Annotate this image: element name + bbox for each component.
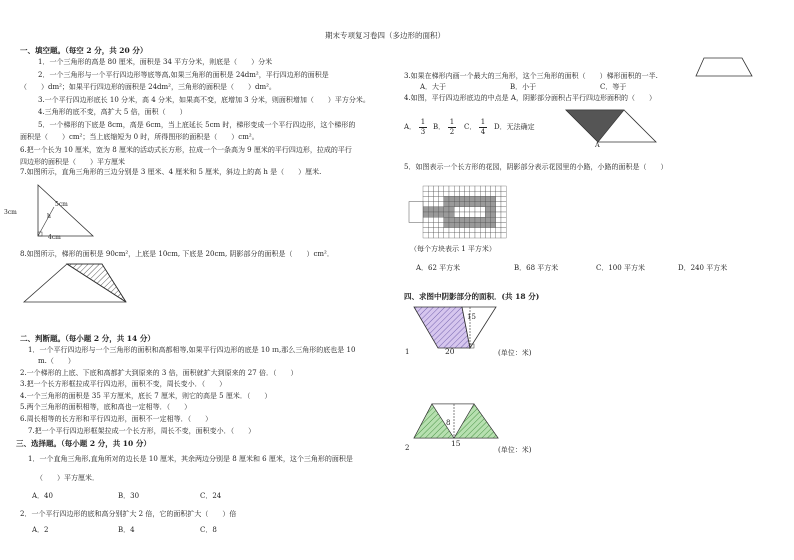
path-cell: [433, 207, 438, 212]
fraction-denominator: 4: [480, 128, 486, 136]
garden-cell: [433, 186, 438, 191]
garden-cell: [454, 228, 459, 233]
garden-cell: [449, 228, 454, 233]
garden-cell: [454, 207, 459, 212]
option-b: B．小于: [510, 83, 537, 91]
option-d: D．240 平方米: [678, 264, 728, 272]
garden-cell: [465, 186, 470, 191]
question-text: 6.把一个长为 10 厘米，宽为 8 厘米的活动式长方形，拉成一个一条高为 9 厘米的平行四边形，拉成的平行: [20, 146, 352, 154]
garden-cell: [459, 233, 464, 238]
garden-cell: [459, 228, 464, 233]
garden-cell: [496, 202, 501, 207]
garden-cell: [465, 233, 470, 238]
garden-cell: [501, 186, 506, 191]
question-text: 8.如图所示，梯形的面积是 90cm²，上底是 10cm, 下底是 20cm, 阴影部分的面积是（ ）cm²．: [20, 250, 334, 258]
option-b: B．68 平方米: [514, 264, 559, 272]
path-cell: [449, 202, 454, 207]
question-text: 7.把一个平行四边形框架拉成一个长方形，周长不变，面积变小．（ ）: [28, 427, 256, 435]
question-text: 2．一个三角形与一个平行四边形等底等高,如果三角形的面积是 24dm²，平行四边形的面积是: [38, 71, 329, 79]
garden-cell: [433, 202, 438, 207]
path-cell: [485, 212, 490, 217]
garden-cell: [485, 233, 490, 238]
garden-cell: [433, 222, 438, 227]
option-b: B．4: [118, 526, 135, 534]
entrance-tab: [409, 202, 423, 223]
garden-cell: [491, 191, 496, 196]
garden-cell: [444, 228, 449, 233]
garden-cell: [428, 191, 433, 196]
garden-cell: [423, 186, 428, 191]
figure-number: 2: [405, 444, 410, 452]
question-text: （ ）平方厘米．: [36, 474, 99, 482]
garden-cell: [491, 186, 496, 191]
base-label: 15: [451, 439, 461, 448]
path-cell: [449, 222, 454, 227]
path-cell: [444, 207, 449, 212]
garden-cell: [459, 207, 464, 212]
garden-cell: [496, 217, 501, 222]
path-cell: [428, 212, 433, 217]
path-cell: [423, 207, 428, 212]
path-cell: [480, 196, 485, 201]
garden-cell: [501, 222, 506, 227]
garden-cell: [496, 196, 501, 201]
garden-cell: [423, 222, 428, 227]
garden-cell: [423, 217, 428, 222]
option-c: C．: [464, 123, 477, 131]
path-cell: [454, 202, 459, 207]
path-cell: [485, 207, 490, 212]
garden-cell: [439, 217, 444, 222]
garden-grid-figure: [409, 184, 509, 244]
figure-number: 1: [405, 348, 410, 356]
path-cell: [491, 196, 496, 201]
garden-cell: [428, 186, 433, 191]
unit-label: (单位：米): [498, 349, 532, 357]
path-cell: [449, 212, 454, 217]
section-judge-heading: 二、判断题。（每小题 2 分，共 14 分）: [20, 334, 155, 343]
path-cell: [449, 207, 454, 212]
garden-cell: [465, 191, 470, 196]
garden-cell: [433, 233, 438, 238]
path-cell: [470, 222, 475, 227]
garden-cell: [501, 207, 506, 212]
garden-cell: [475, 186, 480, 191]
path-cell: [459, 222, 464, 227]
question-text: 3.把一个长方形框拉成平行四边形，面积不变，周长变小．（ ）: [20, 380, 227, 388]
path-cell: [465, 196, 470, 201]
garden-cell: [465, 207, 470, 212]
question-text: 6.周长相等的长方形和平行四边形，面积不一定相等．（ ）: [20, 415, 213, 423]
garden-cell: [433, 228, 438, 233]
garden-cell: [496, 233, 501, 238]
question-text: 4.一个三角形的面积是 35 平方厘米，底长 7 厘米，则它的高是 5 厘米．（ ）: [20, 392, 272, 400]
garden-cell: [423, 196, 428, 201]
path-cell: [470, 217, 475, 222]
fraction-numerator: 1: [480, 118, 486, 126]
path-cell: [475, 202, 480, 207]
garden-cell: [459, 186, 464, 191]
section-shaded-heading: 四、求图中阴影部分的面积．(共 18 分): [404, 292, 540, 301]
garden-cell: [454, 191, 459, 196]
midpoint-label: A: [595, 141, 600, 149]
garden-cell: [470, 207, 475, 212]
question-text: m.（ ）: [38, 357, 75, 365]
path-cell: [475, 217, 480, 222]
garden-cell: [428, 222, 433, 227]
path-cell: [459, 196, 464, 201]
path-cell: [475, 222, 480, 227]
path-cell: [480, 222, 485, 227]
option-a: A．40: [32, 492, 53, 500]
garden-cell: [491, 233, 496, 238]
garden-cell: [485, 228, 490, 233]
option-a: A．62 平方米: [416, 264, 461, 272]
trapezoid-shaded-figure: [22, 262, 132, 307]
garden-cell: [475, 207, 480, 212]
garden-cell: [501, 217, 506, 222]
garden-cell: [449, 233, 454, 238]
garden-cell: [501, 202, 506, 207]
garden-cell: [501, 228, 506, 233]
option-a: A．: [404, 123, 417, 131]
garden-cell: [428, 217, 433, 222]
path-cell: [423, 212, 428, 217]
question-text: 2．一个平行四边形的底和高分别扩大 2 倍，它的面积扩大（ ）倍: [20, 510, 237, 518]
garden-cell: [439, 186, 444, 191]
question-text: 3.一个平行四边形底长 10 分米，高 4 分米，如果高不变，底增加 3 分米，则面积增加（ ）平方分米。: [38, 96, 370, 104]
section-choice-heading: 三、选择题。（每小题 2 分，共 10 分）: [16, 439, 151, 448]
garden-cell: [444, 233, 449, 238]
path-cell: [454, 217, 459, 222]
garden-cell: [449, 186, 454, 191]
question-text: 四边形的面积是（ ）平方厘米: [20, 158, 125, 166]
garden-cell: [480, 212, 485, 217]
path-cell: [465, 222, 470, 227]
garden-cell: [465, 228, 470, 233]
garden-cell: [475, 228, 480, 233]
garden-cell: [480, 191, 485, 196]
garden-cell: [444, 191, 449, 196]
garden-cell: [433, 217, 438, 222]
side-label-hypotenuse: 5cm: [55, 201, 68, 208]
garden-cell: [501, 212, 506, 217]
garden-cell: [439, 222, 444, 227]
garden-cell: [496, 191, 501, 196]
garden-cell: [428, 202, 433, 207]
question-text: 5.两个三角形的面积相等，底和高也一定相等．（ ）: [20, 403, 192, 411]
garden-cell: [480, 207, 485, 212]
garden-cell: [428, 228, 433, 233]
path-cell: [491, 217, 496, 222]
option-b: B．: [433, 123, 446, 131]
garden-cell: [423, 233, 428, 238]
path-cell: [449, 217, 454, 222]
question-text: 3.如果在梯形内画一个最大的三角形，这个三角形的面积（ ）梯形面积的一半.: [404, 72, 658, 80]
garden-cell: [465, 212, 470, 217]
garden-cell: [496, 207, 501, 212]
garden-cell: [428, 196, 433, 201]
garden-cell: [485, 191, 490, 196]
garden-cell: [423, 191, 428, 196]
question-text: 面积是（ ）cm²；当上底缩短为 0 时，所得图形的面积是（ ）cm²。: [20, 133, 259, 141]
path-cell: [485, 217, 490, 222]
path-cell: [439, 207, 444, 212]
garden-cell: [501, 233, 506, 238]
path-cell: [475, 196, 480, 201]
garden-cell: [433, 191, 438, 196]
fraction-denominator: 3: [420, 128, 426, 136]
option-d: D．无法确定: [494, 123, 535, 131]
garden-cell: [480, 233, 485, 238]
path-cell: [485, 202, 490, 207]
height-label: 8: [446, 419, 451, 427]
question-text: 5．一个梯形的下底是 8cm，高是 6cm，当上底延长 5cm 时，梯形变成一个平行四边形，这个梯形的: [38, 121, 356, 129]
question-text: 5．如图表示一个长方形的花园，阴影部分表示花园里的小路，小路的面积是（ ）: [404, 163, 668, 171]
garden-cell: [475, 212, 480, 217]
garden-cell: [470, 186, 475, 191]
height-label: 15: [467, 313, 476, 321]
question-text: 4.三角形的底不变，高扩大 5 倍，面积（ ）: [38, 108, 187, 116]
page-title: 期末专项复习卷四（多边形的面积）: [325, 31, 445, 40]
garden-cell: [428, 233, 433, 238]
garden-cell: [439, 228, 444, 233]
path-cell: [449, 196, 454, 201]
height-label: h: [47, 213, 51, 220]
question-text: 4.如图，平行四边形底边的中点是 A，阴影部分面积占平行四边形面积的（ ）: [404, 94, 656, 102]
garden-cell: [485, 186, 490, 191]
garden-cell: [496, 212, 501, 217]
garden-cell: [470, 233, 475, 238]
path-cell: [444, 202, 449, 207]
fraction-numerator: 1: [420, 118, 426, 126]
garden-cell: [439, 196, 444, 201]
garden-cell: [470, 212, 475, 217]
unit-label: (单位：米): [498, 446, 532, 454]
path-cell: [439, 212, 444, 217]
right-triangle-figure: [18, 180, 118, 245]
path-cell: [444, 217, 449, 222]
garden-cell: [496, 186, 501, 191]
fraction-numerator: 1: [449, 118, 455, 126]
garden-cell: [491, 228, 496, 233]
garden-cell: [454, 212, 459, 217]
garden-cell: [449, 191, 454, 196]
garden-cell: [459, 212, 464, 217]
path-cell: [470, 196, 475, 201]
base-label: 20: [445, 347, 455, 356]
question-text: （ ）dm²；如果平行四边形的面积是 24dm²，三角形的面积是（ ）dm²。: [20, 83, 276, 91]
path-cell: [491, 207, 496, 212]
fraction-denominator: 2: [449, 128, 455, 136]
garden-cell: [423, 202, 428, 207]
garden-cell: [496, 222, 501, 227]
path-cell: [444, 222, 449, 227]
garden-cell: [480, 186, 485, 191]
garden-cell: [475, 233, 480, 238]
path-cell: [485, 196, 490, 201]
garden-cell: [444, 186, 449, 191]
path-cell: [433, 212, 438, 217]
path-cell: [444, 212, 449, 217]
question-text: 1．一个直角三角形,直角所对的边长是 10 厘米，其余两边分别是 8 厘米和 6 厘米，这个三角形的面积是: [28, 455, 353, 463]
question-text: 2.一个梯形的上底、下底和高都扩大到原来的 3 倍，面积就扩大到原来的 27 倍．（ ）: [20, 369, 298, 377]
grid-caption: （每个方块表示 1 平方米）: [410, 245, 496, 253]
option-a: A．2: [32, 526, 49, 534]
garden-cell: [470, 228, 475, 233]
path-cell: [480, 217, 485, 222]
path-cell: [480, 202, 485, 207]
garden-cell: [454, 233, 459, 238]
question-text: 1．一个三角形的高是 80 厘米，面积是 34 平方分米，则底是（ ）分米: [38, 58, 273, 66]
path-cell: [491, 212, 496, 217]
question-text: 7.如图所示，直角三角形的三边分别是 3 厘米、4 厘米和 5 厘米，斜边上的高 h 是（ ）厘米.: [20, 168, 322, 176]
option-c: C．100 平方米: [596, 264, 645, 272]
trapezoid-figure: [694, 56, 756, 78]
option-c: C．24: [200, 492, 222, 500]
garden-cell: [459, 191, 464, 196]
path-cell: [454, 222, 459, 227]
path-cell: [491, 202, 496, 207]
garden-cell: [475, 191, 480, 196]
option-c: C．8: [200, 526, 217, 534]
path-cell: [465, 202, 470, 207]
path-cell: [459, 217, 464, 222]
path-cell: [428, 207, 433, 212]
path-cell: [465, 217, 470, 222]
path-cell: [444, 196, 449, 201]
garden-cell: [423, 228, 428, 233]
garden-cell: [439, 202, 444, 207]
garden-cell: [480, 228, 485, 233]
shaded-figure-2: [410, 402, 520, 450]
path-cell: [491, 222, 496, 227]
garden-cell: [501, 191, 506, 196]
path-cell: [485, 222, 490, 227]
parallelogram-shaded-figure: [562, 106, 662, 148]
option-c: C．等于: [600, 83, 627, 91]
garden-cell: [454, 186, 459, 191]
garden-cell: [501, 196, 506, 201]
path-cell: [459, 202, 464, 207]
garden-cell: [433, 196, 438, 201]
side-label-bottom: 4cm: [48, 234, 61, 241]
garden-cell: [496, 228, 501, 233]
option-a: A．大于: [420, 83, 447, 91]
option-b: B．30: [118, 492, 140, 500]
path-cell: [470, 202, 475, 207]
garden-cell: [439, 233, 444, 238]
side-label-left: 3cm: [4, 209, 17, 216]
garden-cell: [470, 191, 475, 196]
question-text: 1．一个平行四边形与一个三角形的面积和高都相等,如果平行四边形的底是 10 ｍ,那么三角形的底也是 10: [28, 346, 356, 354]
path-cell: [454, 196, 459, 201]
section-fill-blank-heading: 一、填空题。（每空 2 分，共 20 分）: [20, 46, 148, 55]
garden-cell: [439, 191, 444, 196]
